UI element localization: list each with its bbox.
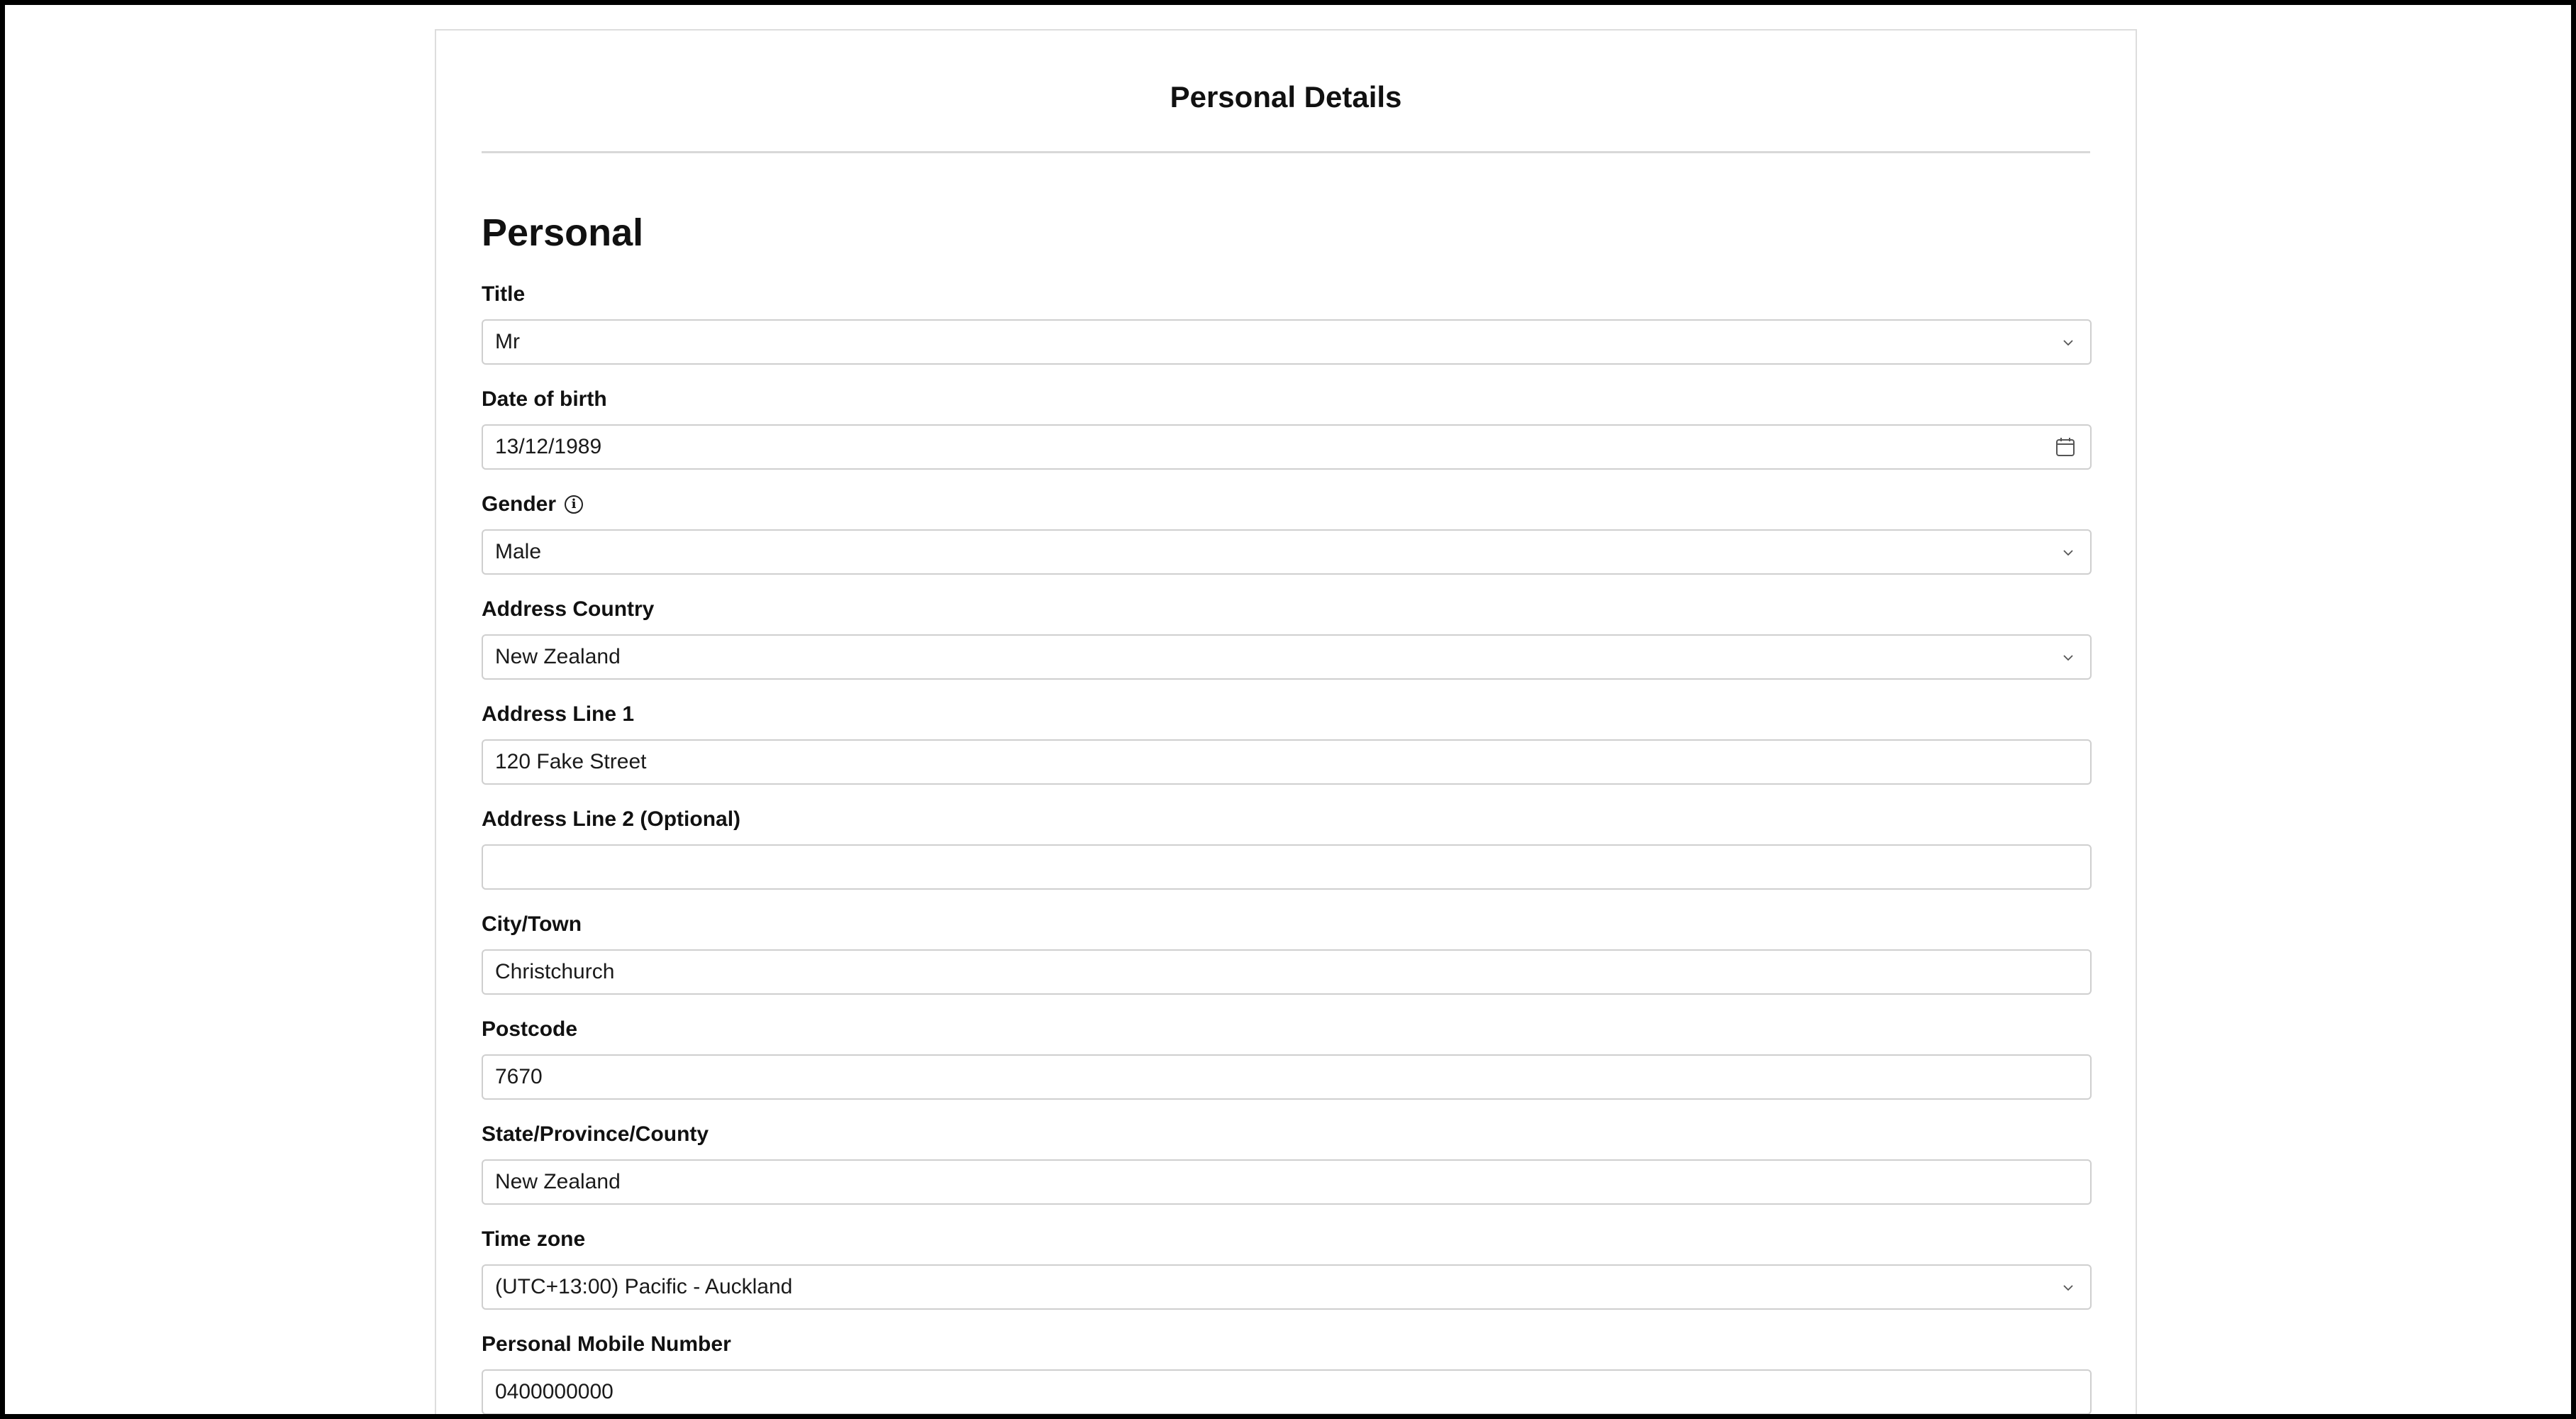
chevron-down-icon [2062,1281,2075,1294]
state-label-text: State/Province/County [482,1122,709,1146]
address-country-select-value: New Zealand [495,645,621,668]
timezone-label-text: Time zone [482,1227,586,1251]
address-line-2-input[interactable] [482,844,2092,890]
address-line-2-label-text: Address Line 2 (Optional) [482,807,741,831]
dob-label [482,385,2092,414]
address-line-1-label [482,700,2092,729]
info-icon[interactable]: i [565,495,583,514]
postcode-label-text: Postcode [482,1017,578,1041]
title-select[interactable] [482,319,2092,365]
address-line-1-label-text: Address Line 1 [482,702,635,726]
state-input-value: New Zealand [495,1170,621,1193]
title-label [482,280,2092,309]
personal-details-card [435,29,2137,1419]
dob-input[interactable] [482,424,2092,470]
gender-label [482,490,2092,519]
field-group-gender [482,490,2092,575]
state-input[interactable] [482,1159,2092,1205]
postcode-input[interactable] [482,1054,2092,1100]
page-title: Personal Details [1170,80,1402,114]
gender-label-text: Gender [482,492,557,516]
dob-label-text: Date of birth [482,387,607,411]
postcode-input-value: 7670 [495,1065,543,1088]
address-line-1-input-value: 120 Fake Street [495,750,647,773]
dob-input-value: 13/12/1989 [495,435,602,458]
title-divider [482,151,2090,153]
field-group-mobile [482,1330,2092,1415]
chevron-down-icon [2062,336,2075,349]
address-country-label-text: Address Country [482,597,655,621]
state-label [482,1120,2092,1149]
field-group-postcode [482,1015,2092,1100]
city-label-text: City/Town [482,912,582,936]
city-label [482,910,2092,939]
field-group-address-line-1 [482,700,2092,785]
gender-select[interactable] [482,529,2092,575]
city-input[interactable] [482,949,2092,995]
postcode-label [482,1015,2092,1044]
city-input-value: Christchurch [495,960,615,983]
mobile-label [482,1330,2092,1359]
title-label-text: Title [482,282,526,306]
timezone-select-value: (UTC+13:00) Pacific - Auckland [495,1275,793,1298]
address-line-1-input[interactable] [482,739,2092,785]
field-group-dob [482,385,2092,470]
gender-select-value: Male [495,540,542,563]
field-group-address-country [482,595,2092,680]
mobile-label-text: Personal Mobile Number [482,1332,731,1356]
address-line-2-label [482,805,2092,834]
calendar-icon[interactable] [2055,436,2076,458]
field-group-title [482,280,2092,365]
chevron-down-icon [2062,651,2075,664]
field-group-city [482,910,2092,995]
mobile-input[interactable] [482,1369,2092,1415]
chevron-down-icon [2062,546,2075,559]
field-group-timezone [482,1225,2092,1310]
section-heading-personal: Personal [482,211,644,254]
field-group-address-line-2 [482,805,2092,890]
title-select-value: Mr [495,330,520,353]
address-country-label [482,595,2092,624]
timezone-label [482,1225,2092,1254]
mobile-input-value: 0400000000 [495,1380,614,1403]
address-country-select[interactable] [482,634,2092,680]
field-group-state [482,1120,2092,1205]
timezone-select[interactable] [482,1264,2092,1310]
